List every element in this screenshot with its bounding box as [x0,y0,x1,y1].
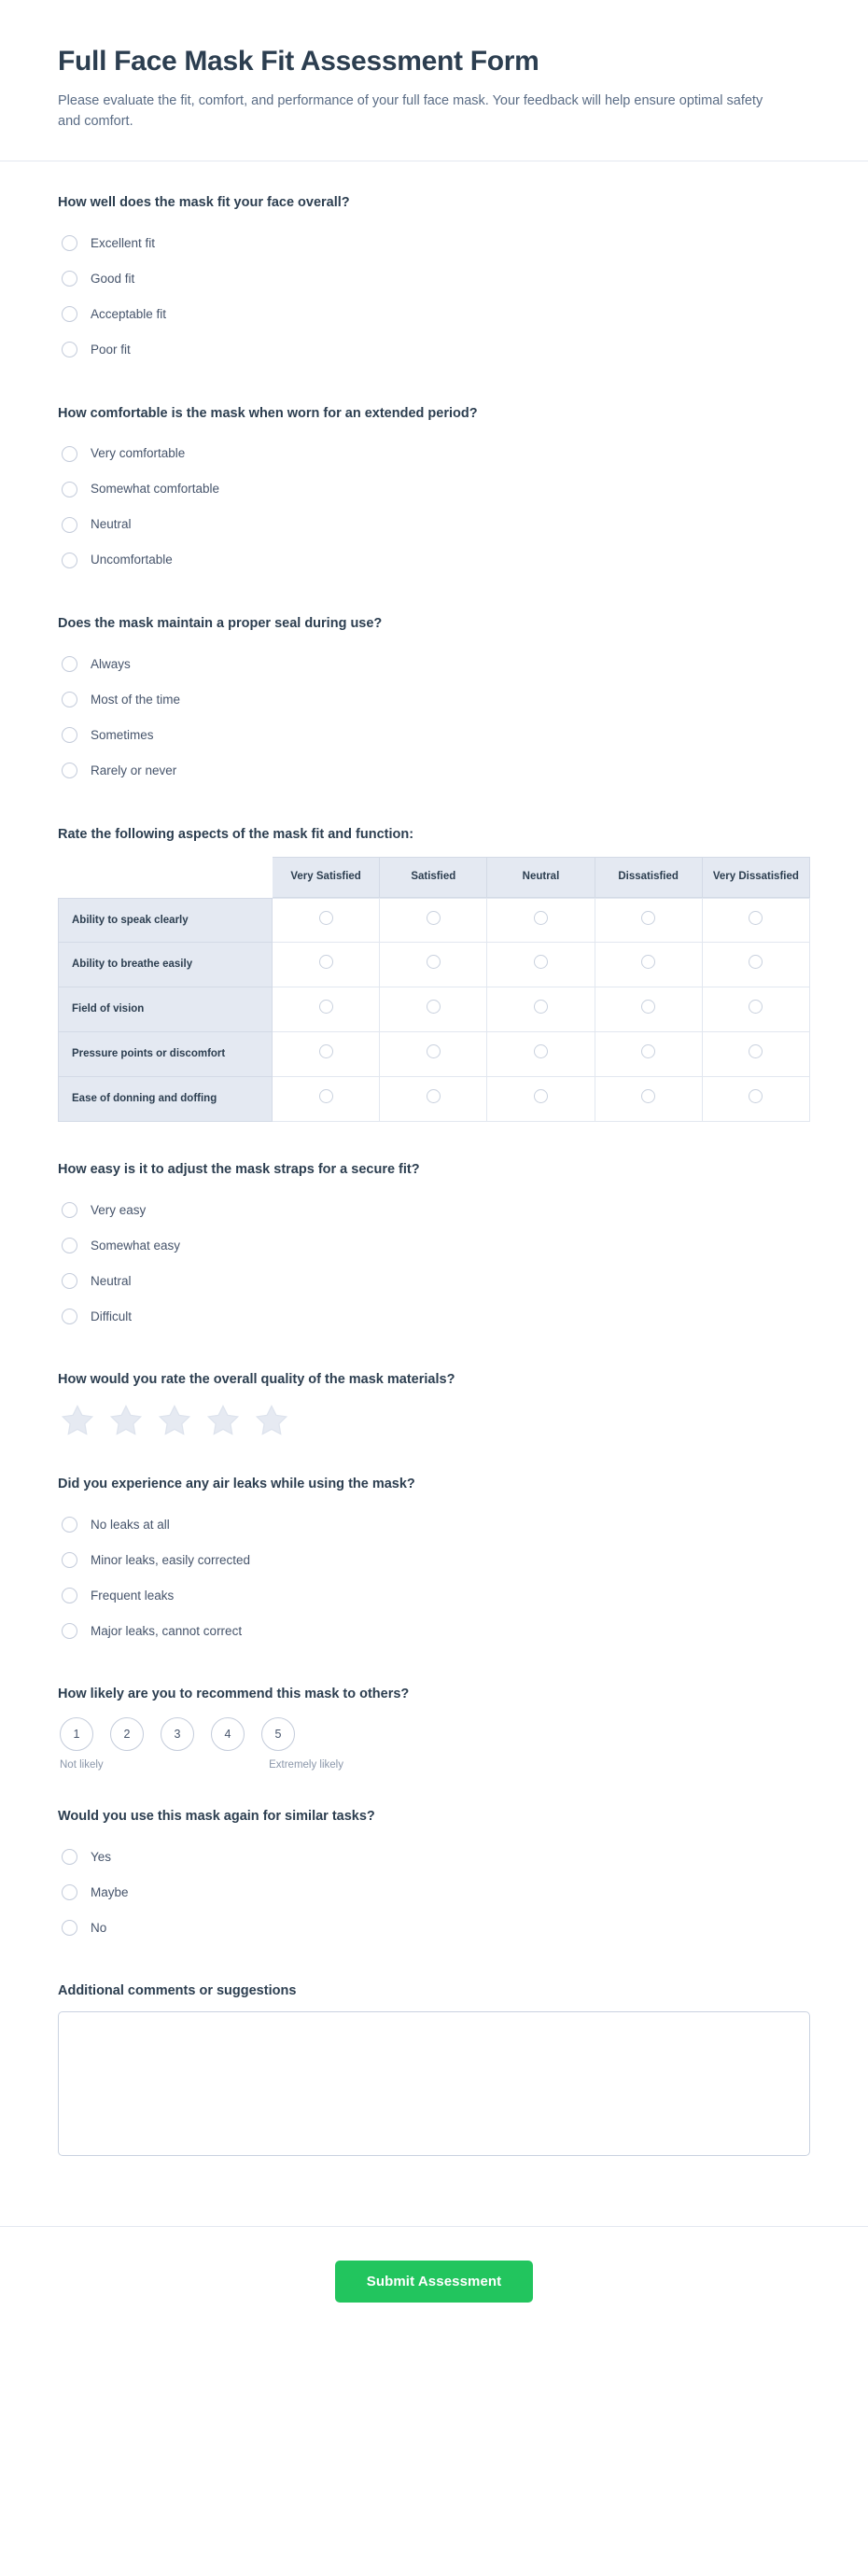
radio-option-label: Excellent fit [91,235,156,250]
nps-high-label: Extremely likely [269,1758,343,1771]
matrix-column-header: Very Dissatisfied [703,857,810,898]
matrix-column-header: Dissatisfied [595,857,703,898]
radio-option[interactable] [58,1298,810,1334]
radio-option[interactable] [58,1840,810,1875]
radio-button-icon[interactable] [62,1920,77,1936]
question-fit-overall [58,194,810,368]
radio-option-label: Very comfortable [91,446,186,461]
form-footer [0,2227,868,2340]
matrix-cell[interactable] [273,943,380,987]
radio-option[interactable] [58,1875,810,1911]
star-rating-group[interactable] [58,1403,810,1438]
comments-label: Additional comments or suggestions [58,1982,297,1998]
radio-option-label: Neutral [91,517,132,532]
matrix-row [58,1077,810,1122]
question-label: Did you experience any air leaks while using the mask? [58,1476,415,1491]
radio-option[interactable] [58,718,810,753]
form-subtitle: Please evaluate the fit, comfort, and performance of your full face mask. Your feedback will help ensure optimal safety and comfort. [58,93,763,130]
matrix-column-header: Neutral [487,857,595,898]
matrix-cell[interactable] [487,1077,595,1122]
radio-button-icon[interactable] [534,1000,548,1014]
radio-option-label: Always [91,656,131,671]
question-air-leaks [58,1476,810,1649]
matrix-cell[interactable] [487,898,595,943]
radio-button-icon[interactable] [534,1089,548,1103]
radio-option[interactable] [58,682,810,718]
radio-option[interactable] [58,1542,810,1577]
radio-button-icon[interactable] [427,955,441,969]
radio-button-icon[interactable] [62,446,77,462]
radio-button-icon[interactable] [62,692,77,707]
radio-button-icon[interactable] [319,1000,333,1014]
radio-option-label: Sometimes [91,727,154,742]
radio-button-icon[interactable] [62,763,77,778]
radio-button-icon[interactable] [641,1044,655,1058]
radio-button-icon[interactable] [62,656,77,672]
matrix-cell[interactable] [595,1032,703,1077]
matrix-cell[interactable] [595,898,703,943]
radio-option-label: Difficult [91,1309,133,1323]
matrix-body [58,898,810,1122]
nps-option[interactable]: 5 [261,1717,295,1751]
matrix-row-label: Field of vision [58,987,273,1032]
radio-button-icon[interactable] [62,1273,77,1289]
matrix-row-label: Ease of donning and doffing [58,1077,273,1122]
radio-option-label: Acceptable fit [91,306,167,321]
matrix-table [58,857,810,1122]
matrix-cell[interactable] [380,1077,487,1122]
radio-button-icon[interactable] [62,482,77,497]
page-title: Full Face Mask Fit Assessment Form [58,46,539,77]
matrix-row-label: Ability to breathe easily [58,943,273,987]
matrix-cell[interactable] [273,1077,380,1122]
question-label: Would you use this mask again for similar tasks? [58,1808,375,1824]
form-header [0,0,868,161]
radio-button-icon[interactable] [641,911,655,925]
matrix-row-label: Ability to speak clearly [58,898,273,943]
matrix-cell[interactable] [703,898,810,943]
matrix-corner-cell [58,857,273,898]
matrix-cell[interactable] [487,1032,595,1077]
radio-option-label: Neutral [91,1273,132,1288]
radio-option[interactable] [58,1506,810,1542]
radio-button-icon[interactable] [534,1044,548,1058]
matrix-column-header: Satisfied [380,857,487,898]
radio-option[interactable] [58,1227,810,1263]
form-body [0,161,868,2226]
comments-section [58,1983,810,2161]
matrix-row [58,898,810,943]
question-straps [58,1161,810,1335]
question-label: How well does the mask fit your face overall? [58,194,350,210]
radio-button-icon[interactable] [62,1202,77,1218]
radio-button-icon[interactable] [641,1089,655,1103]
radio-button-icon[interactable] [749,1044,763,1058]
radio-option[interactable] [58,1577,810,1613]
radio-button-icon[interactable] [62,1588,77,1603]
question-seal [58,615,810,789]
matrix-cell[interactable] [487,943,595,987]
nps-low-label: Not likely [60,1758,104,1771]
nps-option[interactable]: 4 [211,1717,245,1751]
radio-option[interactable] [58,1192,810,1227]
radio-option-label: Poor fit [91,342,131,357]
radio-button-icon[interactable] [62,235,77,251]
radio-button-icon[interactable] [749,911,763,925]
radio-button-icon[interactable] [62,1238,77,1253]
radio-option-label: Frequent leaks [91,1588,175,1603]
radio-button-icon[interactable] [62,1552,77,1568]
radio-button-icon[interactable] [427,1044,441,1058]
matrix-header-row [58,857,810,898]
radio-option-label: Very easy [91,1202,147,1217]
radio-button-icon[interactable] [62,306,77,322]
radio-option[interactable] [58,1911,810,1946]
radio-button-icon[interactable] [62,342,77,357]
radio-option[interactable] [58,261,810,297]
matrix-row [58,987,810,1032]
radio-group-reuse [58,1840,810,1946]
matrix-cell[interactable] [703,1032,810,1077]
comments-textarea[interactable] [58,2011,810,2156]
question-comfort [58,405,810,579]
radio-group-air-leaks [58,1506,810,1648]
radio-option-label: Minor leaks, easily corrected [91,1552,251,1567]
radio-option-label: Uncomfortable [91,553,173,567]
radio-button-icon[interactable] [319,1044,333,1058]
matrix-cell[interactable] [380,898,487,943]
radio-option-label: No [91,1920,107,1935]
radio-option[interactable] [58,471,810,507]
radio-button-icon[interactable] [62,271,77,287]
star-icon[interactable] [254,1403,289,1438]
radio-button-icon[interactable] [62,1309,77,1324]
radio-option-label: Rarely or never [91,763,177,777]
radio-button-icon[interactable] [62,1623,77,1639]
radio-button-icon[interactable] [534,911,548,925]
matrix-cell[interactable] [595,1077,703,1122]
radio-option-label: Yes [91,1849,112,1864]
radio-button-icon[interactable] [749,955,763,969]
radio-option-label: No leaks at all [91,1517,170,1532]
matrix-cell[interactable] [380,987,487,1032]
nps-scale [58,1717,810,1771]
question-material-quality [58,1371,810,1438]
radio-button-icon[interactable] [427,911,441,925]
radio-button-icon[interactable] [62,553,77,568]
radio-button-icon[interactable] [62,1849,77,1865]
radio-option[interactable] [58,507,810,542]
radio-button-icon[interactable] [62,727,77,743]
matrix-row [58,1032,810,1077]
question-label: How easy is it to adjust the mask straps for a secure fit? [58,1161,420,1177]
radio-button-icon[interactable] [319,955,333,969]
question-label: Does the mask maintain a proper seal during use? [58,616,383,632]
question-label: How comfortable is the mask when worn for an extended period? [58,405,478,421]
radio-button-icon[interactable] [427,1000,441,1014]
matrix-table-wrapper [58,857,810,1122]
matrix-cell[interactable] [595,987,703,1032]
radio-option[interactable] [58,332,810,368]
radio-group-seal [58,647,810,789]
matrix-cell[interactable] [703,943,810,987]
star-icon[interactable] [108,1403,144,1438]
matrix-cell[interactable] [703,1077,810,1122]
radio-option[interactable] [58,226,810,261]
nps-endpoint-labels [58,1759,343,1771]
nps-options-row [58,1717,810,1751]
submit-button[interactable]: Submit Assessment [335,2261,534,2303]
radio-button-icon[interactable] [749,1000,763,1014]
radio-option-label: Somewhat comfortable [91,482,220,497]
matrix-cell[interactable] [487,987,595,1032]
question-label: Rate the following aspects of the mask fit and function: [58,826,414,842]
matrix-cell[interactable] [380,1032,487,1077]
radio-option[interactable] [58,542,810,578]
matrix-row-label: Pressure points or discomfort [58,1032,273,1077]
radio-option-label: Good fit [91,271,135,286]
radio-option[interactable] [58,436,810,471]
star-icon[interactable] [60,1403,95,1438]
matrix-column-header: Very Satisfied [273,857,380,898]
radio-option-label: Maybe [91,1884,129,1899]
radio-group-straps [58,1192,810,1334]
nps-option[interactable]: 2 [110,1717,144,1751]
star-icon[interactable] [205,1403,241,1438]
radio-option[interactable] [58,1263,810,1298]
radio-option-label: Major leaks, cannot correct [91,1623,243,1638]
matrix-cell[interactable] [273,1032,380,1077]
radio-option[interactable] [58,647,810,682]
radio-option-label: Somewhat easy [91,1238,181,1253]
radio-group-fit-overall [58,226,810,368]
radio-button-icon[interactable] [534,955,548,969]
radio-button-icon[interactable] [319,911,333,925]
matrix-head [58,857,810,898]
matrix-cell[interactable] [273,987,380,1032]
radio-group-comfort [58,436,810,578]
radio-button-icon[interactable] [749,1089,763,1103]
radio-button-icon[interactable] [319,1089,333,1103]
nps-option[interactable]: 3 [161,1717,194,1751]
matrix-cell[interactable] [273,898,380,943]
matrix-row [58,943,810,987]
radio-option-label: Most of the time [91,692,181,707]
question-label: How likely are you to recommend this mask to others? [58,1687,410,1702]
radio-button-icon[interactable] [62,1517,77,1533]
star-icon[interactable] [157,1403,192,1438]
radio-option[interactable] [58,1613,810,1648]
radio-button-icon[interactable] [427,1089,441,1103]
matrix-cell[interactable] [703,987,810,1032]
radio-button-icon[interactable] [62,517,77,533]
question-reuse [58,1808,810,1946]
question-label: How would you rate the overall quality of the mask materials? [58,1372,455,1388]
radio-option[interactable] [58,297,810,332]
radio-button-icon[interactable] [641,955,655,969]
question-recommend-nps [58,1686,810,1771]
matrix-cell[interactable] [380,943,487,987]
radio-button-icon[interactable] [641,1000,655,1014]
radio-button-icon[interactable] [62,1884,77,1900]
question-matrix-rating [58,826,810,1122]
nps-option[interactable]: 1 [60,1717,93,1751]
radio-option[interactable] [58,753,810,789]
matrix-cell[interactable] [595,943,703,987]
